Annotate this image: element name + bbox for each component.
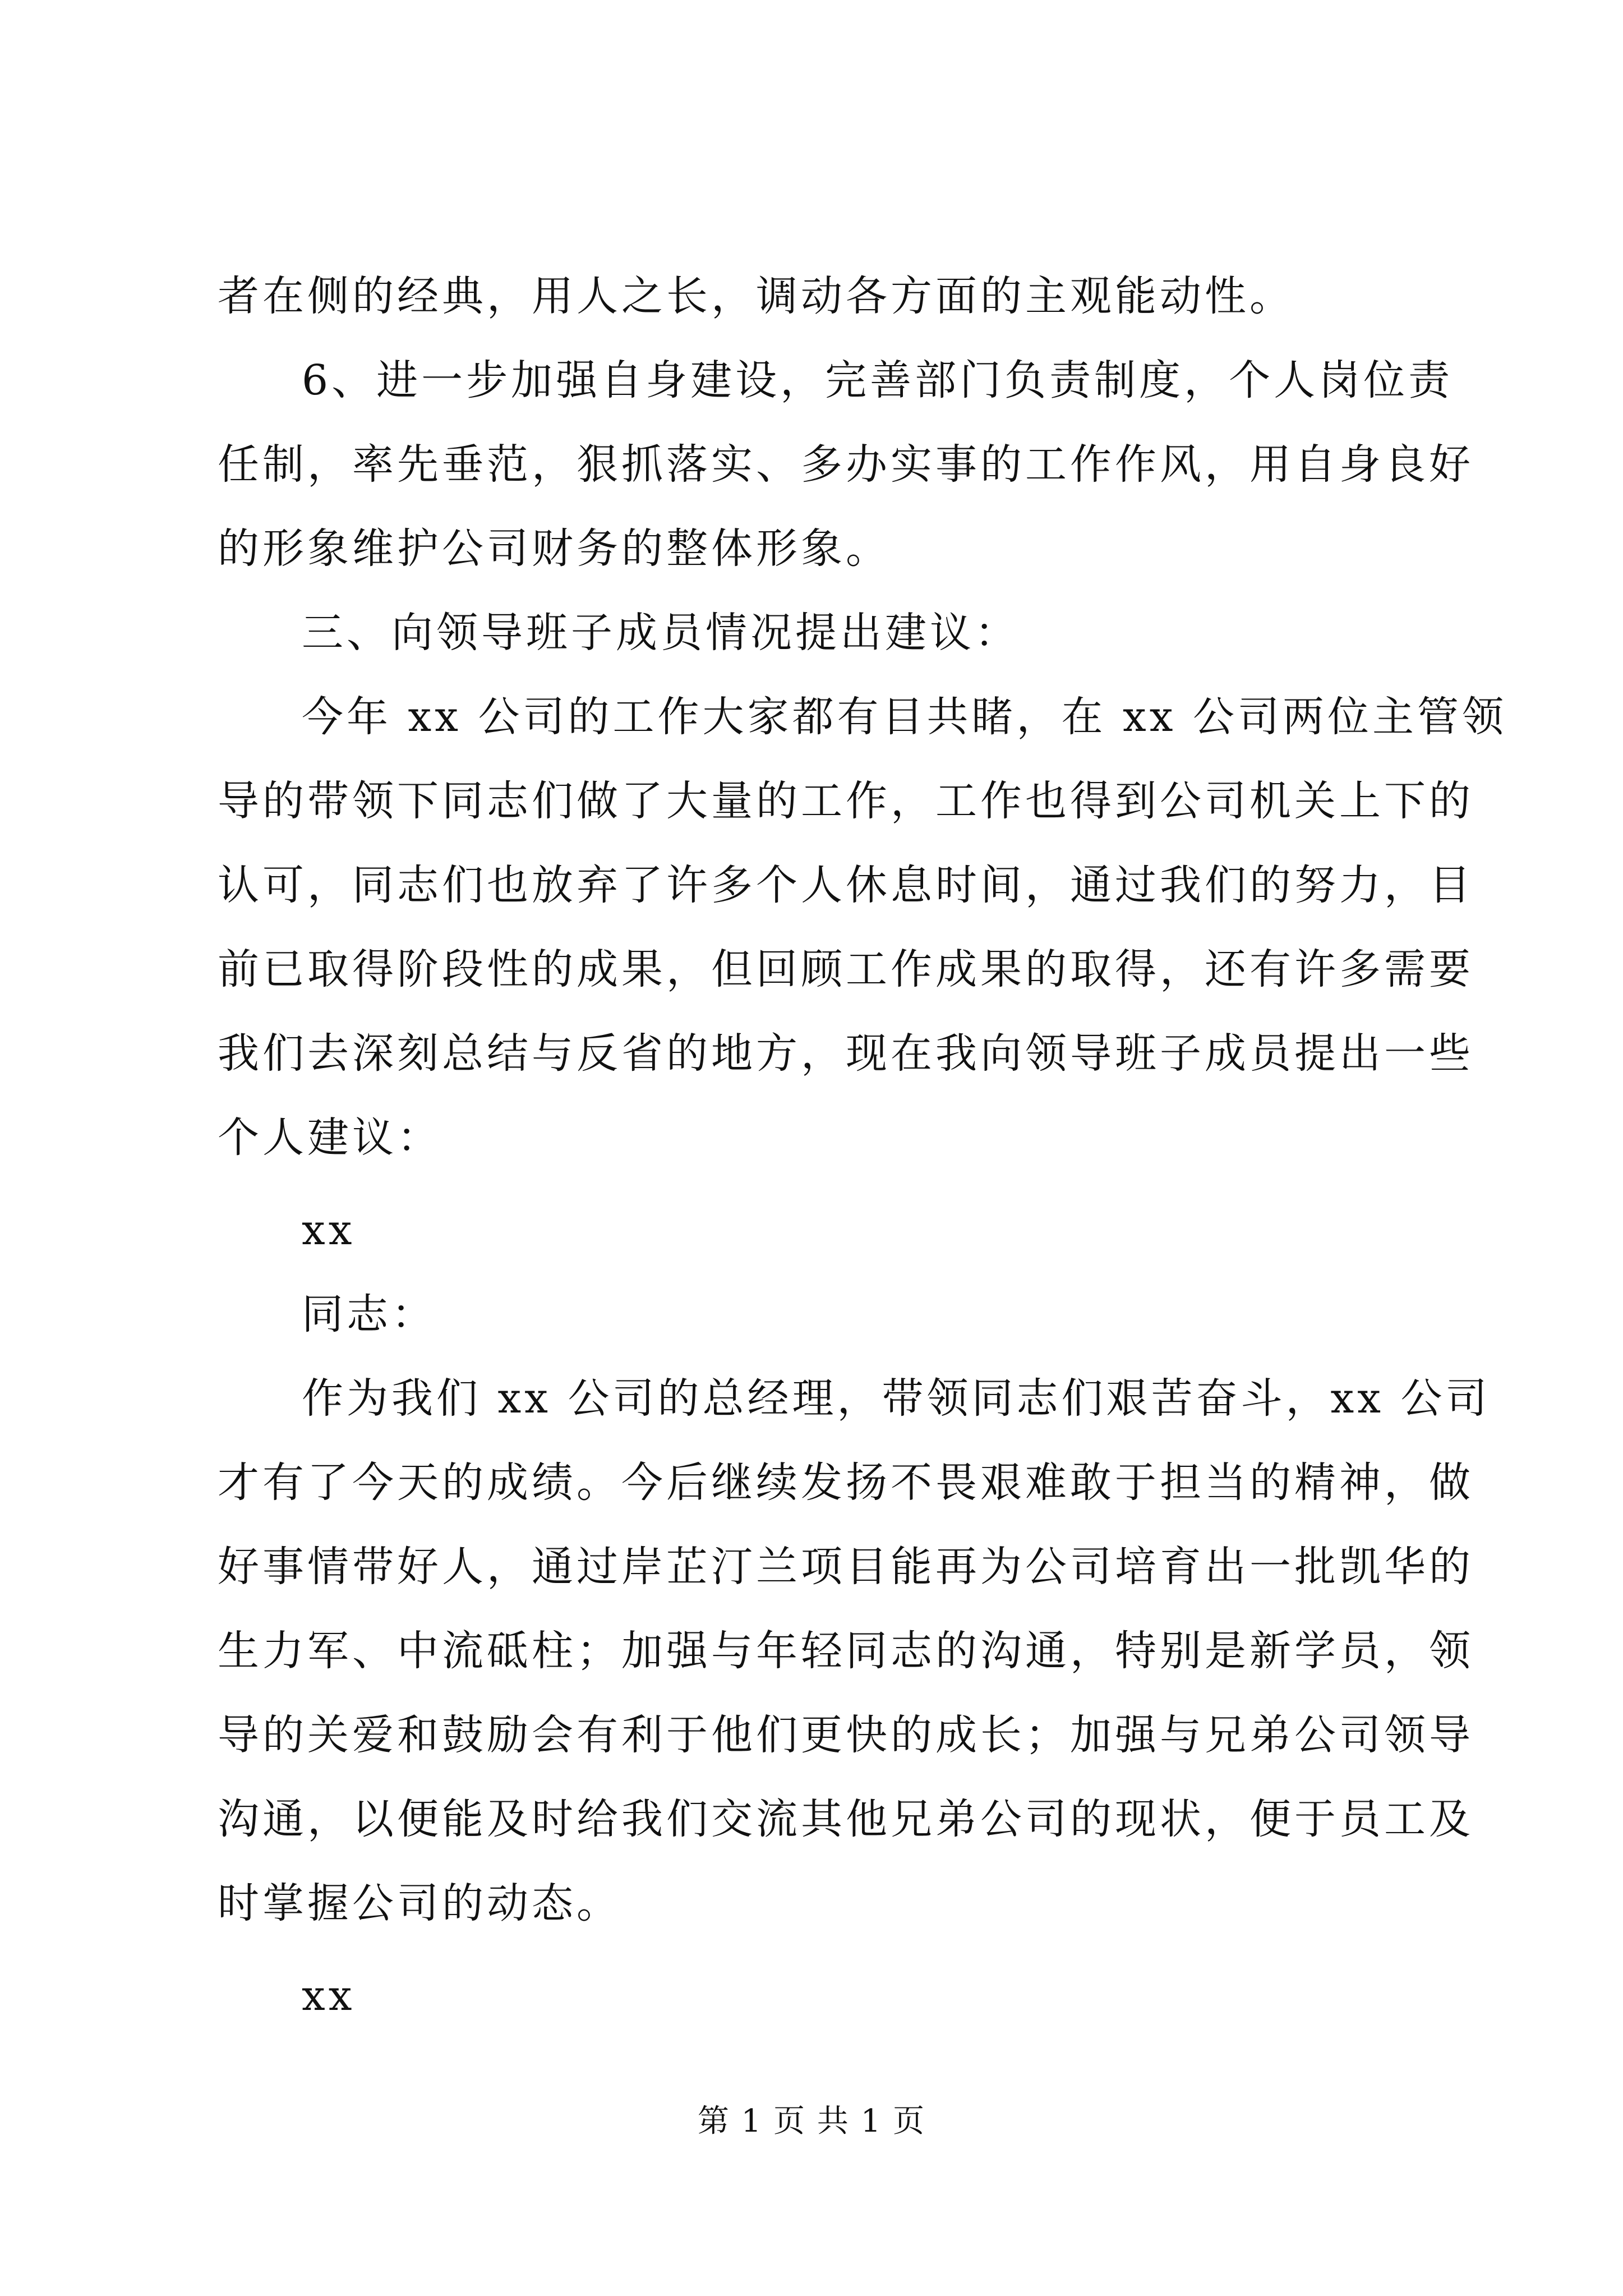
text-line-16: 好事情带好人，通过岸芷汀兰项目能再为公司培育出一批凯华的 xyxy=(218,1543,1474,1591)
text-line-9: 前已取得阶段性的成果，但回顾工作成果的取得，还有许多需要 xyxy=(218,945,1474,993)
text-line-10: 我们去深刻总结与反省的地方，现在我向领导班子成员提出一些 xyxy=(218,1029,1474,1078)
text-line-14: 作为我们 xx 公司的总经理，带领同志们艰苦奋斗，xx 公司 xyxy=(302,1374,1491,1423)
text-line-15: 才有了今天的成绩。今后继续发扬不畏艰难敢于担当的精神，做 xyxy=(218,1458,1474,1507)
text-line-6: 今年 xx 公司的工作大家都有目共睹，在 xx 公司两位主管领 xyxy=(302,693,1507,741)
text-line-7: 导的带领下同志们做了大量的工作，工作也得到公司机关上下的 xyxy=(218,777,1474,825)
text-line-4: 的形象维护公司财务的整体形象。 xyxy=(218,524,891,573)
text-line-18: 导的关爱和鼓励会有利于他们更快的成长；加强与兄弟公司领导 xyxy=(218,1711,1474,1759)
text-line-3: 任制，率先垂范，狠抓落实、多办实事的工作作风，用自身良好 xyxy=(218,440,1474,489)
text-line-8: 认可，同志们也放弃了许多个人休息时间，通过我们的努力，目 xyxy=(218,861,1474,909)
page-footer: 第 1 页 共 1 页 xyxy=(697,2103,926,2139)
text-line-1: 者在侧的经典，用人之长，调动各方面的主观能动性。 xyxy=(218,272,1294,320)
section-heading: 三、向领导班子成员情况提出建议： xyxy=(302,609,1020,657)
name-placeholder-2: xx xyxy=(302,1972,356,2020)
text-line-11: 个人建议： xyxy=(218,1114,442,1162)
name-placeholder-1: xx xyxy=(302,1206,356,1254)
text-line-20: 时掌握公司的动态。 xyxy=(218,1879,621,1927)
text-line-19: 沟通，以便能及时给我们交流其他兄弟公司的现状，便于员工及 xyxy=(218,1795,1474,1843)
text-line-2: 6、进一步加强自身建设，完善部门负责制度，个人岗位责 xyxy=(302,356,1454,404)
salutation: 同志： xyxy=(302,1290,436,1338)
text-line-17: 生力军、中流砥柱；加强与年轻同志的沟通，特别是新学员，领 xyxy=(218,1627,1474,1675)
